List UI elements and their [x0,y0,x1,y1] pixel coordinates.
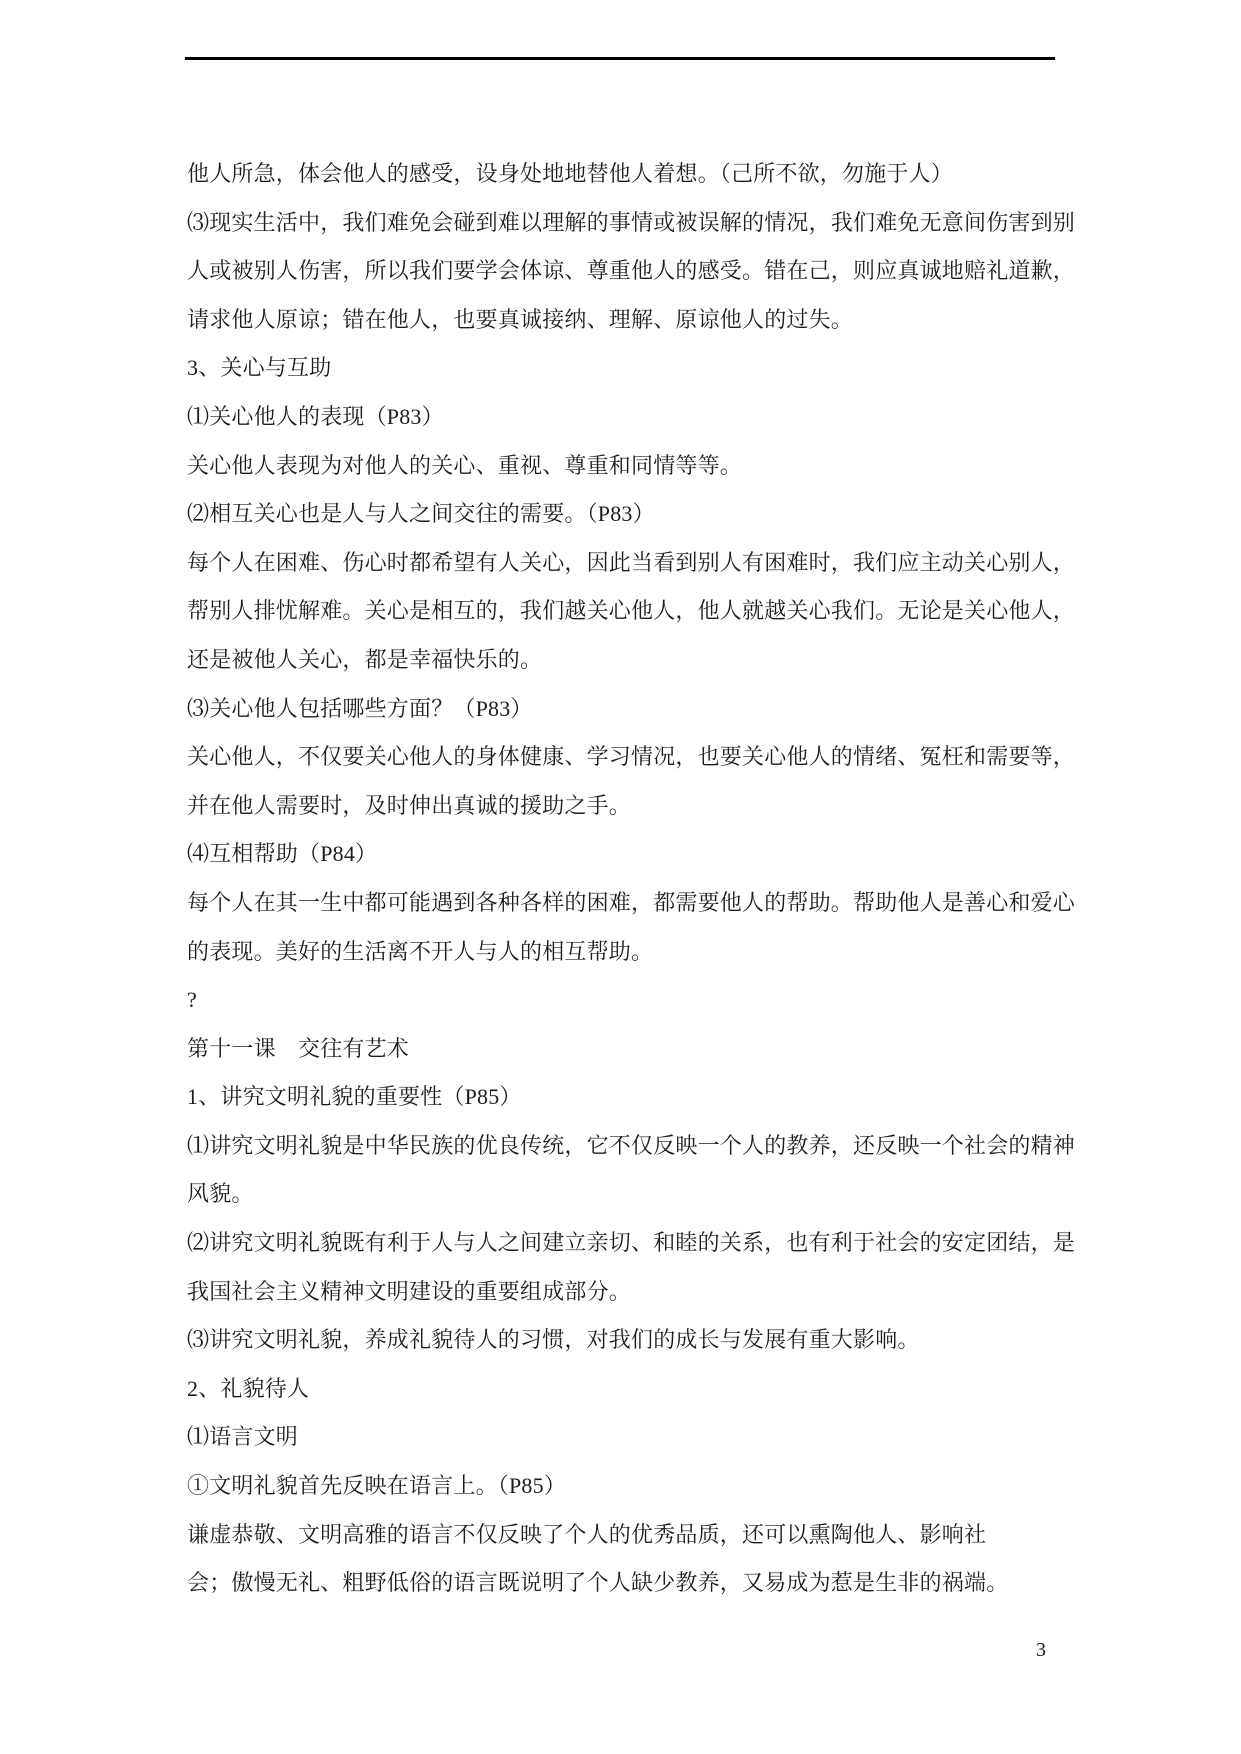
text-line: 会；傲慢无礼、粗野低俗的语言既说明了个人缺少教养，又易成为惹是生非的祸端。 [187,1570,1009,1596]
header-rule [185,57,1055,60]
text-line: ⑶现实生活中，我们难免会碰到难以理解的事情或被误解的情况，我们难免无意间伤害到别 [187,209,1076,235]
text-line: ⑷互相帮助（P84） [187,841,378,867]
text-line: ⑵讲究文明礼貌既有利于人与人之间建立亲切、和睦的关系，也有利于社会的安定团结，是 [187,1230,1076,1256]
text-line: 关心他人，不仅要关心他人的身体健康、学习情况，也要关心他人的情绪、冤枉和需要等， [187,744,1076,770]
page-number: 3 [1036,1639,1046,1661]
text-line: 2、礼貌待人 [187,1375,310,1401]
text-line: ⑵相互关心也是人与人之间交往的需要。（P83） [187,501,655,527]
text-line: 3、关心与互助 [187,355,332,381]
text-line: 人或被别人伤害，所以我们要学会体谅、尊重他人的感受。错在己，则应真诚地赔礼道歉， [187,258,1076,284]
document-body [187,150,1076,1608]
text-line: 第十一课 交往有艺术 [187,1035,410,1061]
text-line: ⑴语言文明 [187,1424,299,1450]
text-line: 请求他人原谅；错在他人，也要真诚接纳、理解、原谅他人的过失。 [187,306,854,332]
text-line: 还是被他人关心，都是幸福快乐的。 [187,646,543,672]
text-line: 风貌。 [187,1181,254,1207]
text-line: ? [187,987,197,1013]
text-line: 谦虚恭敬、文明高雅的语言不仅反映了个人的优秀品质，还可以熏陶他人、影响社 [187,1521,987,1547]
text-line: ⑴关心他人的表现（P83） [187,403,444,429]
text-line: ⑶关心他人包括哪些方面？（P83） [187,695,533,721]
text-line: 帮别人排忧解难。关心是相互的，我们越关心他人，他人就越关心我们。无论是关心他人， [187,598,1076,624]
text-line: 他人所急，体会他人的感受，设身处地地替他人着想。（己所不欲，勿施于人） [187,161,954,186]
text-line: 并在他人需要时，及时伸出真诚的援助之手。 [187,792,632,818]
text-line: 的表现。美好的生活离不开人与人的相互帮助。 [187,938,654,964]
text-line: 每个人在其一生中都可能遇到各种各样的困难，都需要他人的帮助。帮助他人是善心和爱心 [187,889,1076,915]
text-line: ①文明礼貌首先反映在语言上。（P85） [187,1473,567,1499]
text-line: ⑶讲究文明礼貌，养成礼貌待人的习惯，对我们的成长与发展有重大影响。 [187,1327,920,1353]
text-line: 我国社会主义精神文明建设的重要组成部分。 [187,1278,632,1304]
text-line: 每个人在困难、伤心时都希望有人关心，因此当看到别人有困难时，我们应主动关心别人， [187,549,1076,575]
text-line: 1、讲究文明礼貌的重要性（P85） [187,1084,522,1110]
text-line: 关心他人表现为对他人的关心、重视、尊重和同情等等。 [187,452,743,478]
text-line: ⑴讲究文明礼貌是中华民族的优良传统，它不仅反映一个人的教养，还反映一个社会的精神 [187,1132,1076,1158]
